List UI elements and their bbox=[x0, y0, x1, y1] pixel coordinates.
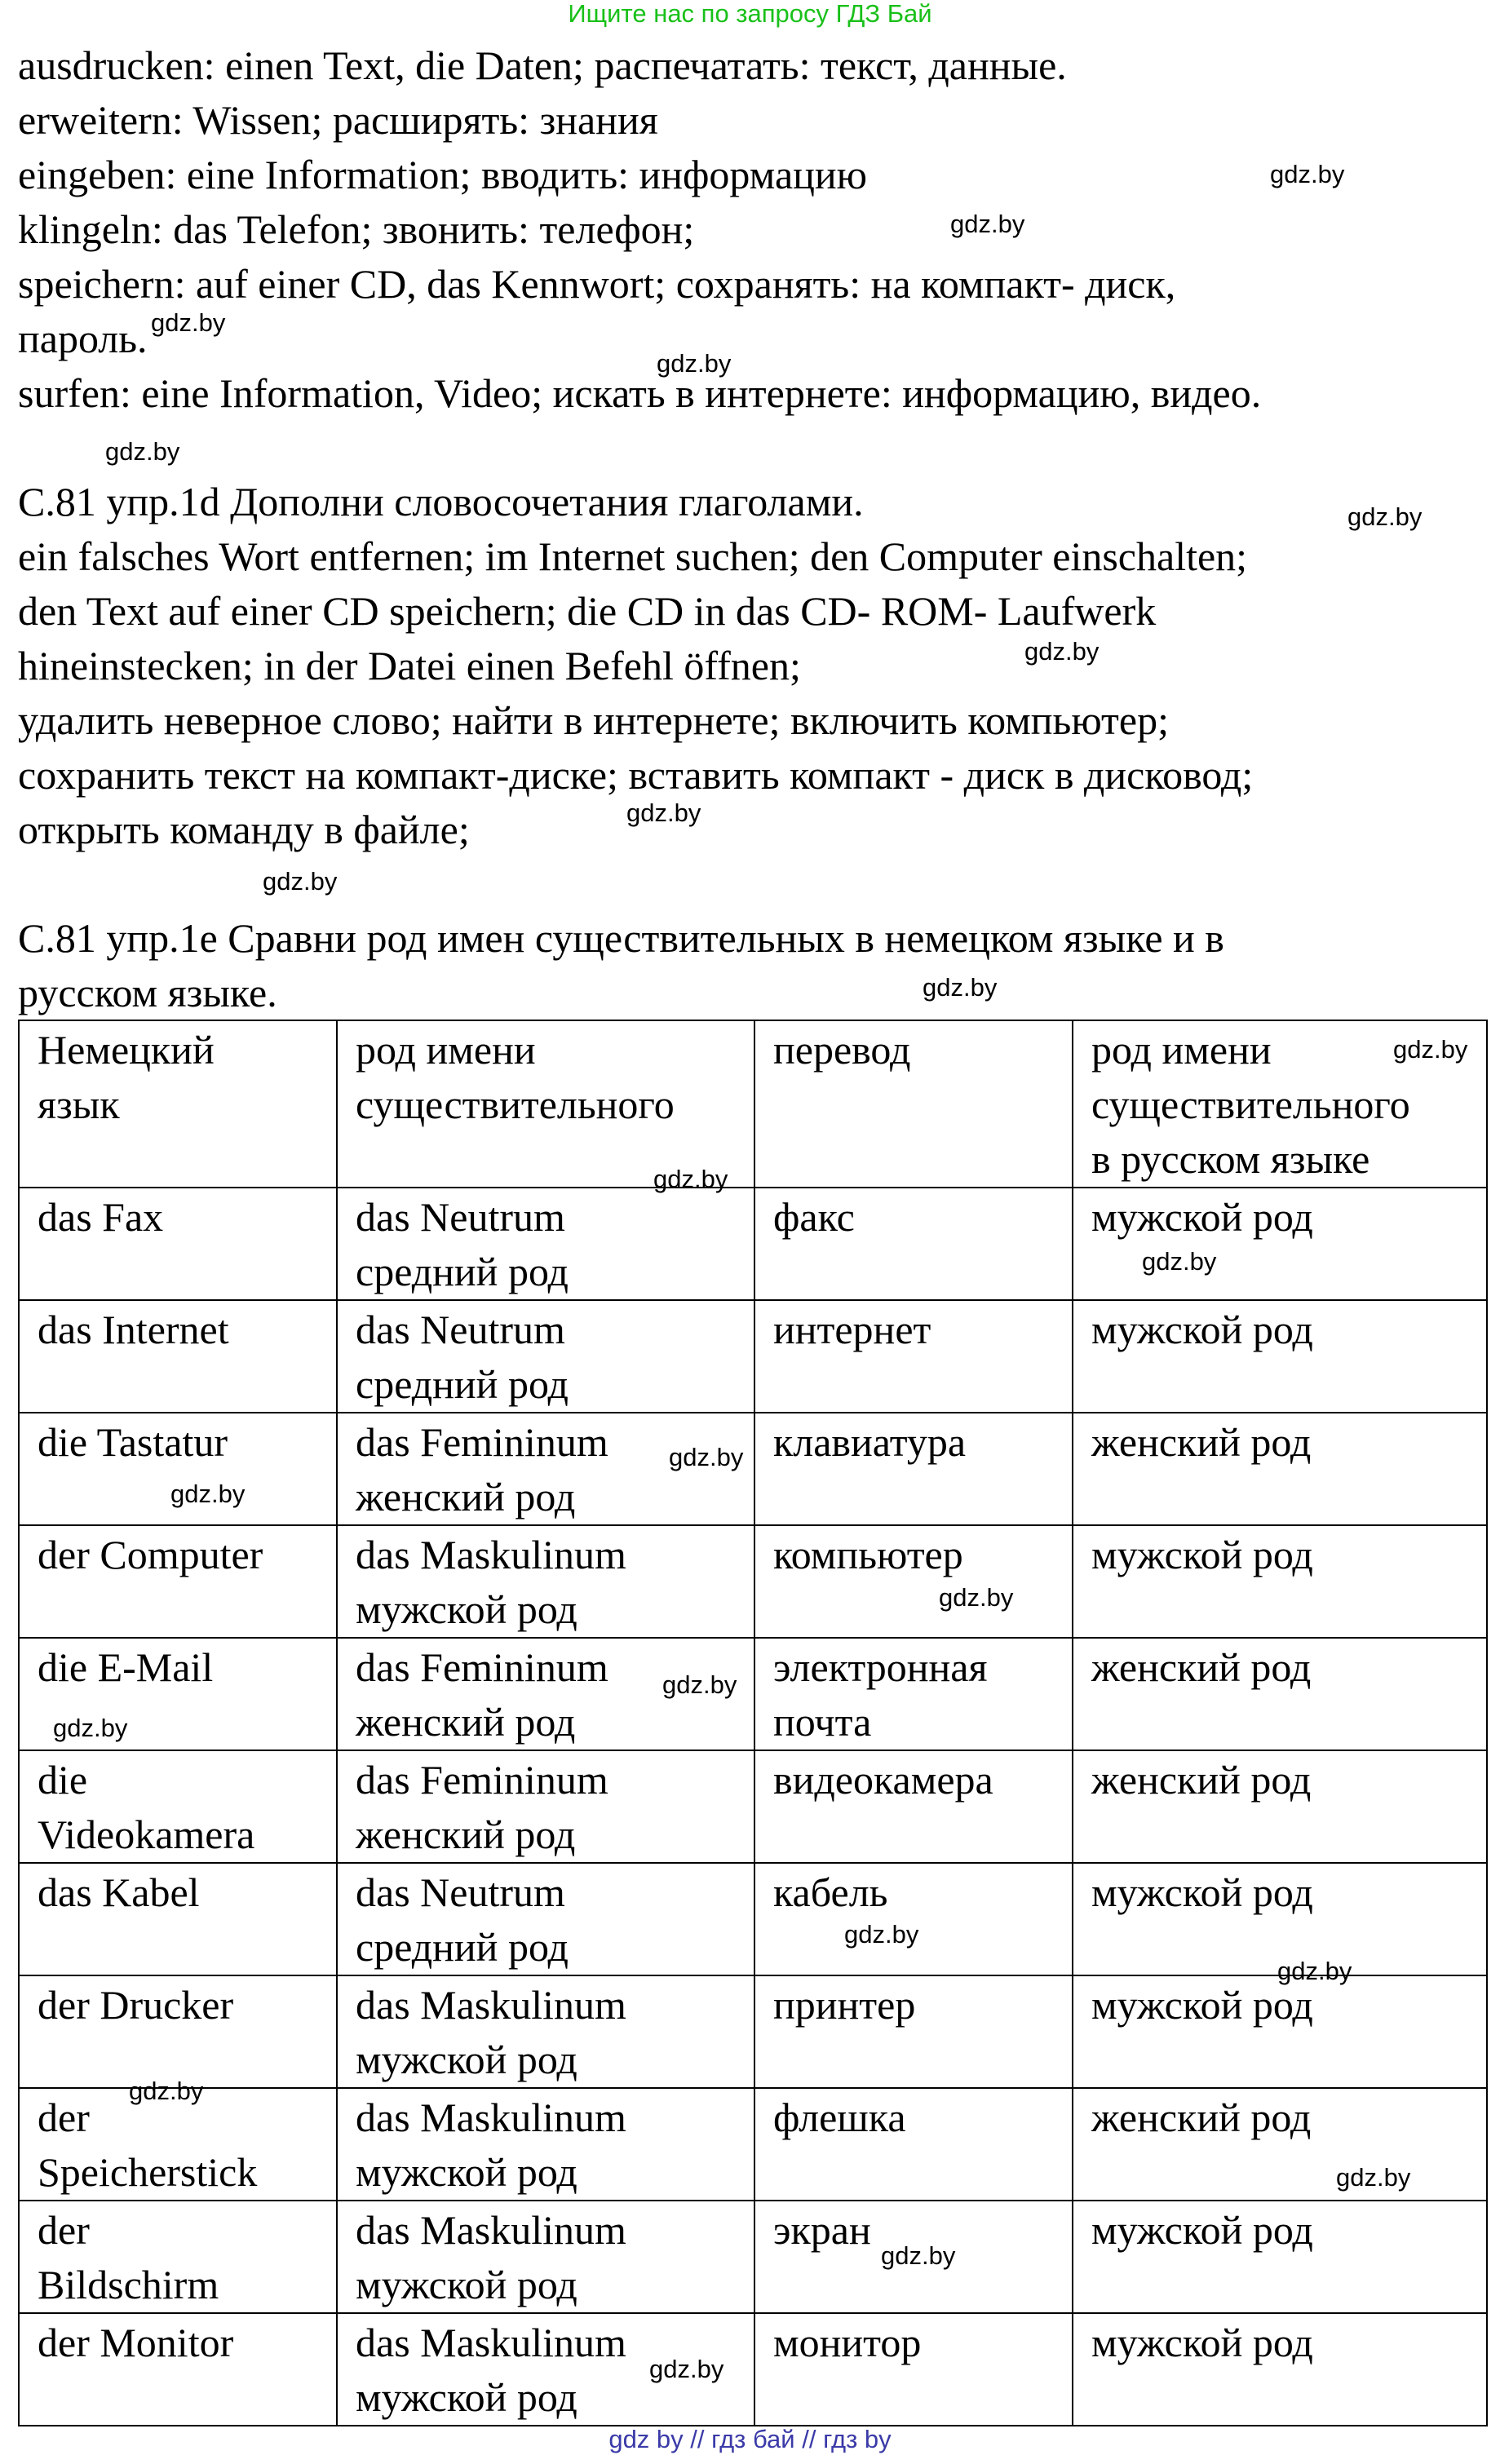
watermark-text: gdz.by bbox=[105, 437, 180, 466]
cell-line: кабель bbox=[773, 1869, 888, 1915]
cell-line: der Computer bbox=[38, 1532, 263, 1577]
watermark-text: gdz.by bbox=[1277, 1957, 1352, 1985]
watermark-text: gdz.by bbox=[53, 1714, 128, 1742]
cell-line: das Maskulinum bbox=[356, 2320, 626, 2365]
cell-german-gender bbox=[337, 1300, 754, 1413]
table-row bbox=[19, 1863, 1487, 1975]
cell-translation bbox=[754, 1300, 1073, 1413]
cell-line: мужской род bbox=[1091, 1307, 1313, 1352]
exercise-1d-russian-line: сохранить текст на компакт-диске; вставить компакт - диск в дисковод; bbox=[18, 752, 1254, 798]
table-row bbox=[19, 1413, 1487, 1525]
cell-line: мужской род bbox=[1091, 1532, 1313, 1577]
cell-line: das Femininum bbox=[356, 1644, 608, 1690]
watermark-text: gdz.by bbox=[950, 210, 1025, 238]
cell-translation bbox=[754, 1975, 1073, 2088]
watermark-text: gdz.by bbox=[1270, 160, 1345, 188]
cell-line: женский род bbox=[1091, 1419, 1312, 1465]
table-row bbox=[19, 2088, 1487, 2201]
footer-separator: // bbox=[690, 2425, 705, 2453]
cell-translation bbox=[754, 1525, 1073, 1638]
exercise-1e-heading: С.81 упр.1e Сравни род имен существительных в немецком языке и в bbox=[18, 915, 1224, 961]
cell-line: женский род bbox=[1091, 1644, 1312, 1690]
cell-german-gender bbox=[337, 1020, 754, 1188]
cell-line: род имени bbox=[1091, 1027, 1272, 1073]
cell-translation bbox=[754, 2088, 1073, 2201]
watermark-text: gdz.by bbox=[1336, 2163, 1411, 2192]
cell-line: существительного bbox=[356, 1082, 675, 1127]
cell-german-noun bbox=[19, 1188, 337, 1300]
cell-german-gender bbox=[337, 2088, 754, 2201]
cell-line: почта bbox=[773, 1699, 872, 1745]
cell-line: видеокамера bbox=[773, 1757, 993, 1803]
exercise-1d-russian-line: открыть команду в файле; bbox=[18, 807, 470, 852]
table-row bbox=[19, 1300, 1487, 1413]
cell-german-noun bbox=[19, 1525, 337, 1638]
exercise-1d-german-line: den Text auf einer CD speichern; die CD in das CD- ROM- Laufwerk bbox=[18, 588, 1157, 634]
cell-german-noun bbox=[19, 1413, 337, 1525]
watermark-text: gdz.by bbox=[653, 1165, 728, 1193]
noun-gender-table bbox=[18, 1020, 1488, 2426]
cell-line: das Neutrum bbox=[356, 1194, 565, 1240]
cell-german-gender bbox=[337, 1525, 754, 1638]
table-header-row bbox=[19, 1020, 1487, 1188]
cell-line: экран bbox=[773, 2207, 871, 2253]
watermark-text: gdz.by bbox=[662, 1670, 737, 1699]
table-row bbox=[19, 1638, 1487, 1750]
cell-line: das Femininum bbox=[356, 1757, 608, 1803]
cell-line: электронная bbox=[773, 1644, 988, 1690]
cell-german-gender bbox=[337, 1188, 754, 1300]
verb-line: erweitern: Wissen; расширять: знания bbox=[18, 97, 658, 143]
cell-line: мужской род bbox=[1091, 2207, 1313, 2253]
cell-line: das Internet bbox=[38, 1307, 229, 1352]
cell-translation bbox=[754, 2313, 1073, 2426]
table-row bbox=[19, 1525, 1487, 1638]
cell-german-noun bbox=[19, 1750, 337, 1863]
verb-line: surfen: eine Information, Video; искать в интернете: информацию, видео. bbox=[18, 370, 1262, 416]
cell-line: das Maskulinum bbox=[356, 1532, 626, 1577]
exercise-1e-heading: русском языке. bbox=[18, 970, 277, 1015]
watermark-text: gdz.by bbox=[626, 798, 701, 827]
header-search-hint[interactable]: Ищите нас по запросу ГДЗ Бай bbox=[568, 0, 932, 28]
cell-line: женский род bbox=[1091, 1757, 1312, 1803]
watermark-text: gdz.by bbox=[1024, 637, 1100, 666]
cell-line: женский род bbox=[356, 1812, 576, 1857]
footer-link[interactable]: gdz by bbox=[608, 2425, 684, 2453]
cell-line: существительного bbox=[1091, 1082, 1410, 1127]
cell-line: женский род bbox=[356, 1474, 576, 1520]
cell-line: флешка bbox=[773, 2095, 906, 2140]
table-row bbox=[19, 1975, 1487, 2088]
cell-russian-gender bbox=[1073, 2088, 1487, 2201]
table-row bbox=[19, 2313, 1487, 2426]
cell-line: der Drucker bbox=[38, 1982, 234, 2028]
cell-line: мужской род bbox=[356, 2374, 577, 2420]
cell-line: принтер bbox=[773, 1982, 916, 2028]
cell-german-noun bbox=[19, 1300, 337, 1413]
watermark-text: gdz.by bbox=[1347, 502, 1423, 531]
cell-translation bbox=[754, 1863, 1073, 1975]
verb-line: ausdrucken: einen Text, die Daten; распечатать: текст, данные. bbox=[18, 42, 1067, 88]
cell-german-gender bbox=[337, 1863, 754, 1975]
cell-line: мужской род bbox=[1091, 2320, 1313, 2365]
cell-line: der bbox=[38, 2207, 90, 2253]
footer-link[interactable]: гдз by bbox=[823, 2425, 892, 2453]
cell-line: клавиатура bbox=[773, 1419, 967, 1465]
cell-line: язык bbox=[38, 1082, 120, 1127]
cell-russian-gender bbox=[1073, 1638, 1487, 1750]
cell-line: монитор bbox=[773, 2320, 922, 2365]
cell-translation bbox=[754, 1413, 1073, 1525]
cell-line: мужской род bbox=[356, 2262, 577, 2307]
cell-line: das Fax bbox=[38, 1194, 164, 1240]
watermark-text: gdz.by bbox=[1142, 1247, 1217, 1276]
cell-line: средний род bbox=[356, 1361, 569, 1407]
cell-german-gender bbox=[337, 1750, 754, 1863]
verb-line: eingeben: eine Information; вводить: информацию bbox=[18, 152, 868, 197]
cell-translation bbox=[754, 1638, 1073, 1750]
cell-line: das Femininum bbox=[356, 1419, 608, 1465]
cell-line: мужской род bbox=[356, 2037, 577, 2082]
watermark-text: gdz.by bbox=[129, 2077, 204, 2105]
cell-line: компьютер bbox=[773, 1532, 963, 1577]
exercise-1d-heading: С.81 упр.1d Дополни словосочетания глаголами. bbox=[18, 479, 864, 524]
cell-line: Speicherstick bbox=[38, 2149, 258, 2195]
exercise-1d-russian-line: удалить неверное слово; найти в интернете; включить компьютер; bbox=[18, 697, 1169, 743]
cell-line: перевод bbox=[773, 1027, 911, 1073]
cell-line: das Neutrum bbox=[356, 1307, 565, 1352]
exercise-1d-german-line: ein falsches Wort entfernen; im Internet suchen; den Computer einschalten; bbox=[18, 533, 1248, 579]
cell-german-gender bbox=[337, 2201, 754, 2313]
cell-line: das Neutrum bbox=[356, 1869, 565, 1915]
cell-russian-gender bbox=[1073, 1975, 1487, 2088]
cell-line: мужской род bbox=[356, 2149, 577, 2195]
cell-russian-gender bbox=[1073, 1525, 1487, 1638]
cell-line: род имени bbox=[356, 1027, 536, 1073]
watermark-text: gdz.by bbox=[151, 308, 226, 337]
cell-russian-gender bbox=[1073, 2313, 1487, 2426]
cell-russian-gender bbox=[1073, 1300, 1487, 1413]
watermark-text: gdz.by bbox=[923, 973, 998, 1002]
cell-german-noun bbox=[19, 1975, 337, 2088]
footer-separator: // bbox=[802, 2425, 816, 2453]
cell-german-noun bbox=[19, 2313, 337, 2426]
cell-line: Videokamera bbox=[38, 1812, 255, 1857]
cell-line: der bbox=[38, 2095, 90, 2140]
cell-line: мужской род bbox=[356, 1586, 577, 1632]
cell-line: die E-Mail bbox=[38, 1644, 214, 1690]
table-row bbox=[19, 1188, 1487, 1300]
cell-line: Bildschirm bbox=[38, 2262, 219, 2307]
watermark-text: gdz.by bbox=[669, 1443, 744, 1471]
cell-line: мужской род bbox=[1091, 1982, 1313, 2028]
cell-line: средний род bbox=[356, 1249, 569, 1294]
watermark-text: gdz.by bbox=[1393, 1035, 1468, 1064]
cell-line: der Monitor bbox=[38, 2320, 234, 2365]
cell-line: das Maskulinum bbox=[356, 1982, 626, 2028]
cell-russian-gender bbox=[1073, 2201, 1487, 2313]
verb-line: speichern: auf einer CD, das Kennwort; сохранять: на компакт- диск, bbox=[18, 261, 1176, 307]
cell-russian-gender bbox=[1073, 1750, 1487, 1863]
cell-translation bbox=[754, 1750, 1073, 1863]
cell-russian-gender bbox=[1073, 1188, 1487, 1300]
cell-translation bbox=[754, 1188, 1073, 1300]
cell-line: факс bbox=[773, 1194, 855, 1240]
cell-line: das Kabel bbox=[38, 1869, 200, 1915]
watermark-text: gdz.by bbox=[170, 1480, 246, 1508]
cell-line: мужской род bbox=[1091, 1869, 1313, 1915]
cell-german-noun bbox=[19, 1020, 337, 1188]
cell-line: das Maskulinum bbox=[356, 2095, 626, 2140]
table-row bbox=[19, 2201, 1487, 2313]
table-row bbox=[19, 1750, 1487, 1863]
cell-line: Немецкий bbox=[38, 1027, 215, 1073]
cell-german-noun bbox=[19, 1863, 337, 1975]
cell-line: die Tastatur bbox=[38, 1419, 228, 1465]
cell-german-noun bbox=[19, 2201, 337, 2313]
cell-translation bbox=[754, 1020, 1073, 1188]
cell-line: интернет bbox=[773, 1307, 931, 1352]
cell-line: женский род bbox=[356, 1699, 576, 1745]
cell-line: в русском языке bbox=[1091, 1136, 1370, 1182]
verb-line: klingeln: das Telefon; звонить: телефон; bbox=[18, 206, 695, 252]
watermark-text: gdz.by bbox=[844, 1920, 919, 1949]
cell-russian-gender bbox=[1073, 1413, 1487, 1525]
cell-line: средний род bbox=[356, 1924, 569, 1970]
exercise-1d-german-line: hineinstecken; in der Datei einen Befehl öffnen; bbox=[18, 643, 801, 688]
cell-line: die bbox=[38, 1757, 88, 1803]
cell-line: женский род bbox=[1091, 2095, 1312, 2140]
watermark-text: gdz.by bbox=[657, 349, 732, 378]
watermark-text: gdz.by bbox=[649, 2355, 724, 2383]
verb-line: пароль. bbox=[18, 316, 148, 361]
watermark-text: gdz.by bbox=[881, 2241, 956, 2270]
watermark-text: gdz.by bbox=[939, 1583, 1014, 1612]
footer-links bbox=[0, 2425, 1500, 2454]
watermark-text: gdz.by bbox=[263, 867, 338, 896]
cell-line: мужской род bbox=[1091, 1194, 1313, 1240]
cell-line: das Maskulinum bbox=[356, 2207, 626, 2253]
footer-link[interactable]: гдз бай bbox=[711, 2425, 795, 2453]
cell-german-gender bbox=[337, 1975, 754, 2088]
